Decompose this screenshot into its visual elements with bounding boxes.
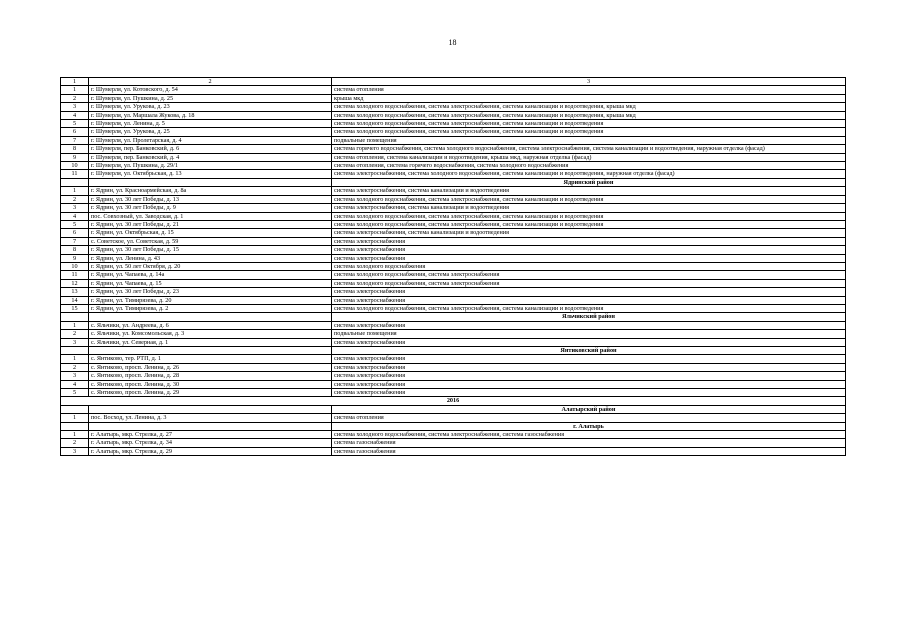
address-cell: г. Алатырь, мкр. Стрелка, д. 27: [89, 431, 332, 439]
systems-cell: система отопления, система горячего водоснабжения, система холодного водоснабжения: [332, 162, 846, 170]
table-row: [61, 187, 846, 195]
table-row: [61, 145, 846, 153]
table-row: [61, 170, 846, 178]
table-row: [61, 304, 846, 312]
table-row: [61, 363, 846, 371]
address-cell: с. Янтиково, тер. РТП, д. 1: [89, 355, 332, 363]
address-cell: г. Ядрин, ул. 30 лет Победы, д. 9: [89, 204, 332, 212]
section-empty-cell: [89, 178, 332, 186]
systems-cell: система электроснабжения: [332, 296, 846, 304]
address-cell: г. Ядрин, ул. 30 лет Победы, д. 21: [89, 220, 332, 228]
table-row: [61, 136, 846, 144]
systems-cell: система холодного водоснабжения, система электроснабжения, система канализации и водоотведения: [332, 212, 846, 220]
district-heading: Янтиковский район: [332, 347, 846, 355]
systems-cell: система газоснабжения: [332, 439, 846, 447]
row-number: 2: [61, 195, 89, 203]
section-empty-cell: [61, 422, 89, 430]
row-number: 1: [61, 321, 89, 329]
address-cell: г. Ядрин, ул. Красноармейская, д. 8а: [89, 187, 332, 195]
address-cell: г. Ядрин, ул. 30 лет Победы, д. 15: [89, 246, 332, 254]
table-row: [61, 296, 846, 304]
district-heading: Алатырский район: [332, 405, 846, 413]
header-col-1: 1: [61, 78, 89, 86]
address-cell: г. Шумерля, ул. Октябрьская, д. 13: [89, 170, 332, 178]
systems-cell: система электроснабжения: [332, 338, 846, 346]
row-number: 2: [61, 94, 89, 102]
header-col-3: 3: [332, 78, 846, 86]
address-cell: пос. Совхозный, ул. Заводская, д. 1: [89, 212, 332, 220]
systems-cell: система электроснабжения: [332, 321, 846, 329]
row-number: 11: [61, 170, 89, 178]
systems-cell: система холодного водоснабжения, система электроснабжения, система канализации и водоотведения: [332, 220, 846, 228]
systems-cell: система отопления: [332, 86, 846, 94]
address-cell: с. Янтиково, просп. Ленина, д. 29: [89, 389, 332, 397]
row-number: 8: [61, 145, 89, 153]
table-header-row: [61, 78, 846, 86]
table-row: [61, 372, 846, 380]
row-number: 8: [61, 246, 89, 254]
year-heading: 2016: [61, 397, 846, 405]
address-cell: с. Яльчики, ул. Комсомольская, д. 3: [89, 330, 332, 338]
address-cell: г. Ядрин, ул. Чапаева, д. 15: [89, 279, 332, 287]
table-row: [61, 262, 846, 270]
table-row: [61, 254, 846, 262]
section-empty-cell: [61, 313, 89, 321]
address-cell: г. Алатырь, мкр. Стрелка, д. 29: [89, 447, 332, 455]
row-number: 3: [61, 447, 89, 455]
row-number: 3: [61, 338, 89, 346]
row-number: 1: [61, 431, 89, 439]
row-number: 3: [61, 204, 89, 212]
address-cell: г. Шумерля, ул. Ленина, д. 5: [89, 120, 332, 128]
systems-cell: система электроснабжения, система холодного водоснабжения, система канализации и водоотведения, наружная отделка (фасад): [332, 170, 846, 178]
address-cell: г. Шумерля, ул. Котовского, д. 54: [89, 86, 332, 94]
section-row: [61, 313, 846, 321]
table-row: [61, 414, 846, 422]
systems-cell: подвальные помещения: [332, 330, 846, 338]
row-number: 1: [61, 187, 89, 195]
table-row: [61, 204, 846, 212]
row-number: 4: [61, 111, 89, 119]
table-row: [61, 355, 846, 363]
table-row: [61, 389, 846, 397]
table-row: [61, 380, 846, 388]
table-row: [61, 321, 846, 329]
table-row: [61, 246, 846, 254]
table-row: [61, 86, 846, 94]
systems-cell: система электроснабжения: [332, 254, 846, 262]
table-row: [61, 128, 846, 136]
table-row: [61, 237, 846, 245]
section-empty-cell: [61, 347, 89, 355]
row-number: 6: [61, 128, 89, 136]
systems-cell: система газоснабжения: [332, 447, 846, 455]
systems-cell: система холодного водоснабжения, система электроснабжения, система газоснабжения: [332, 431, 846, 439]
row-number: 2: [61, 330, 89, 338]
table-row: [61, 162, 846, 170]
row-number: 10: [61, 162, 89, 170]
table-row: [61, 271, 846, 279]
row-number: 5: [61, 120, 89, 128]
page-number: 18: [448, 38, 457, 47]
systems-cell: система отопления: [332, 414, 846, 422]
row-number: 9: [61, 254, 89, 262]
table-row: [61, 195, 846, 203]
row-number: 9: [61, 153, 89, 161]
address-cell: г. Ядрин, ул. 50 лет Октября, д. 20: [89, 262, 332, 270]
table-row: [61, 330, 846, 338]
address-cell: г. Шумерля, ул. Урукова, д. 23: [89, 103, 332, 111]
table-row: [61, 447, 846, 455]
table-row: [61, 431, 846, 439]
systems-cell: система холодного водоснабжения, система электроснабжения, система канализации и водоотведения, крыша мкд: [332, 111, 846, 119]
section-row: [61, 422, 846, 430]
systems-cell: система горячего водоснабжения, система холодного водоснабжения, система электроснабжения, система канализации и водоотведения, наружная отделка (фасад): [332, 145, 846, 153]
address-cell: г. Шумерля, ул. Маршала Жукова, д. 18: [89, 111, 332, 119]
header-col-2: 2: [89, 78, 332, 86]
district-heading: г. Алатырь: [332, 422, 846, 430]
repair-register-table: [60, 77, 846, 456]
address-cell: с. Янтиково, просп. Ленина, д. 28: [89, 372, 332, 380]
address-cell: г. Ядрин, ул. Ленина, д. 43: [89, 254, 332, 262]
section-empty-cell: [89, 313, 332, 321]
systems-cell: система электроснабжения: [332, 389, 846, 397]
row-number: 3: [61, 372, 89, 380]
systems-cell: система электроснабжения, система канализации и водоотведения: [332, 187, 846, 195]
systems-cell: система электроснабжения: [332, 237, 846, 245]
address-cell: г. Ядрин, ул. Чапаева, д. 14а: [89, 271, 332, 279]
section-row: [61, 405, 846, 413]
systems-cell: система электроснабжения: [332, 363, 846, 371]
table-row: [61, 120, 846, 128]
systems-cell: система холодного водоснабжения, система электроснабжения, система канализации и водоотведения, крыша мкд: [332, 103, 846, 111]
row-number: 7: [61, 237, 89, 245]
row-number: 2: [61, 363, 89, 371]
systems-cell: система холодного водоснабжения, система электроснабжения, система канализации и водоотведения: [332, 195, 846, 203]
address-cell: г. Ядрин, ул. 30 лет Победы, д. 23: [89, 288, 332, 296]
address-cell: г. Шумерля, ул. Пушкина, д. 25: [89, 94, 332, 102]
systems-cell: система электроснабжения: [332, 380, 846, 388]
systems-cell: система отопления, система канализации и водоотведения, крыша мкд, наружная отделка (фасад): [332, 153, 846, 161]
systems-cell: система электроснабжения, система канализации и водоотведения: [332, 204, 846, 212]
row-number: 4: [61, 212, 89, 220]
row-number: 1: [61, 86, 89, 94]
systems-cell: система холодного водоснабжения, система электроснабжения: [332, 271, 846, 279]
address-cell: г. Шумерля, ул. Урукова, д. 25: [89, 128, 332, 136]
systems-cell: система электроснабжения: [332, 372, 846, 380]
table-row: [61, 439, 846, 447]
systems-cell: система холодного водоснабжения: [332, 262, 846, 270]
row-number: 5: [61, 220, 89, 228]
row-number: 2: [61, 439, 89, 447]
district-heading: Яльчикский район: [332, 313, 846, 321]
section-empty-cell: [89, 405, 332, 413]
table-row: [61, 111, 846, 119]
address-cell: г. Ядрин, ул. Тимирязева, д. 2: [89, 304, 332, 312]
row-number: 7: [61, 136, 89, 144]
systems-cell: система электроснабжения: [332, 288, 846, 296]
address-cell: г. Шумерля, ул. Пролетарская, д. 4: [89, 136, 332, 144]
address-cell: г. Ядрин, ул. 30 лет Победы, д. 13: [89, 195, 332, 203]
section-row: [61, 397, 846, 405]
row-number: 4: [61, 380, 89, 388]
row-number: 15: [61, 304, 89, 312]
table-row: [61, 153, 846, 161]
table-row: [61, 229, 846, 237]
systems-cell: система холодного водоснабжения, система электроснабжения, система канализации и водоотведения: [332, 128, 846, 136]
section-row: [61, 178, 846, 186]
table-row: [61, 338, 846, 346]
row-number: 10: [61, 262, 89, 270]
address-cell: г. Шумерля, пер. Банковский, д. 6: [89, 145, 332, 153]
table-row: [61, 288, 846, 296]
section-empty-cell: [61, 405, 89, 413]
address-cell: с. Янтиково, просп. Ленина, д. 30: [89, 380, 332, 388]
address-cell: г. Ядрин, ул. Тимирязева, д. 20: [89, 296, 332, 304]
section-row: [61, 347, 846, 355]
systems-cell: система холодного водоснабжения, система электроснабжения: [332, 279, 846, 287]
address-cell: с. Советское, ул. Советская, д. 59: [89, 237, 332, 245]
row-number: 11: [61, 271, 89, 279]
table-row: [61, 94, 846, 102]
systems-cell: система электроснабжения: [332, 355, 846, 363]
row-number: 6: [61, 229, 89, 237]
systems-cell: крыша мкд: [332, 94, 846, 102]
section-empty-cell: [89, 347, 332, 355]
table-row: [61, 103, 846, 111]
address-cell: пос. Восход, ул. Ленина, д. 3: [89, 414, 332, 422]
row-number: 5: [61, 389, 89, 397]
row-number: 1: [61, 414, 89, 422]
systems-cell: система электроснабжения: [332, 246, 846, 254]
table-row: [61, 220, 846, 228]
address-cell: г. Шумерля, ул. Пушкина, д. 29/1: [89, 162, 332, 170]
row-number: 1: [61, 355, 89, 363]
address-cell: г. Шумерля, пер. Банковский, д. 4: [89, 153, 332, 161]
systems-cell: система холодного водоснабжения, система электроснабжения, система канализации и водоотведения: [332, 304, 846, 312]
row-number: 3: [61, 103, 89, 111]
systems-cell: подвальные помещения: [332, 136, 846, 144]
table-row: [61, 279, 846, 287]
address-cell: с. Яльчики, ул. Северная, д. 1: [89, 338, 332, 346]
systems-cell: система электроснабжения, система канализации и водоотведения: [332, 229, 846, 237]
register-body: [61, 78, 846, 456]
address-cell: г. Алатырь, мкр. Стрелка, д. 34: [89, 439, 332, 447]
address-cell: г. Ядрин, ул. Октябрьская, д. 15: [89, 229, 332, 237]
section-empty-cell: [61, 178, 89, 186]
address-cell: с. Янтиково, просп. Ленина, д. 26: [89, 363, 332, 371]
systems-cell: система холодного водоснабжения, система электроснабжения, система канализации и водоотведения: [332, 120, 846, 128]
address-cell: с. Яльчики, ул. Андреева, д. 6: [89, 321, 332, 329]
row-number: 14: [61, 296, 89, 304]
row-number: 13: [61, 288, 89, 296]
table-row: [61, 212, 846, 220]
row-number: 12: [61, 279, 89, 287]
section-empty-cell: [89, 422, 332, 430]
district-heading: Ядринский район: [332, 178, 846, 186]
